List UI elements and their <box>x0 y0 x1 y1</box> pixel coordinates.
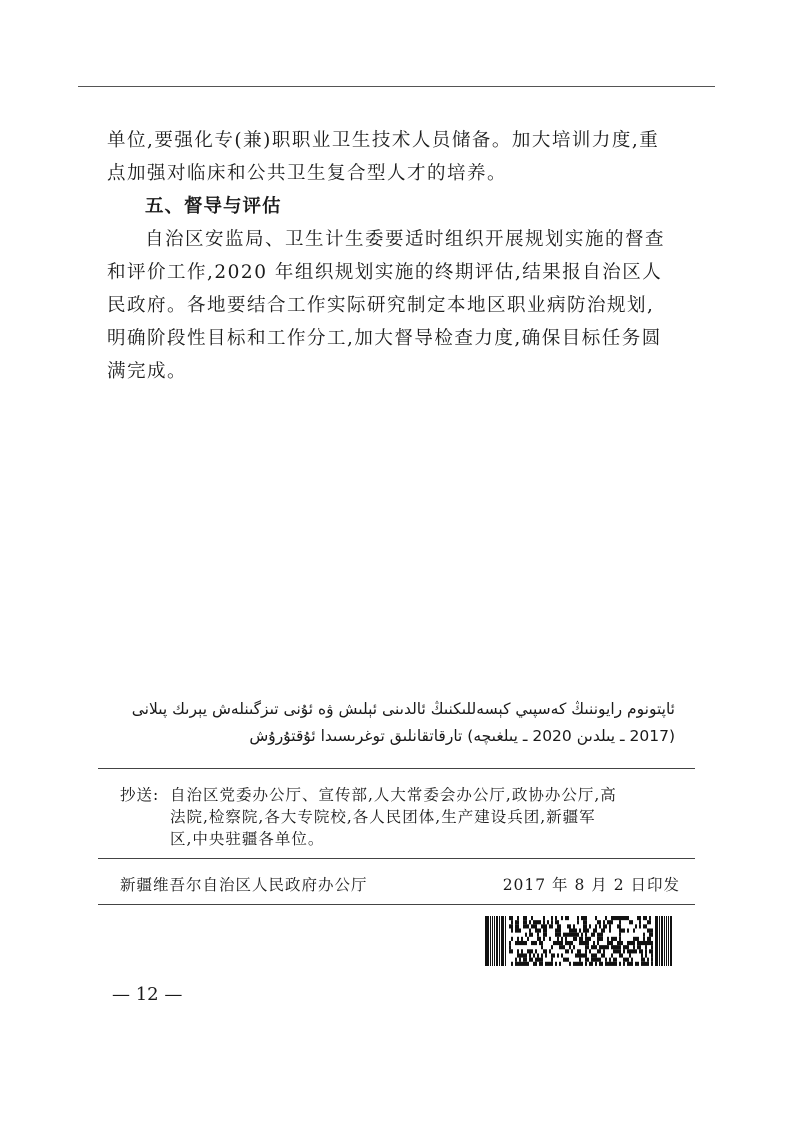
text-line: 单位,要强化专(兼)职职业卫生技术人员储备。加大培训力度,重 <box>107 130 660 151</box>
document-body <box>107 124 689 388</box>
text-line: 民政府。各地要结合工作实际研究制定本地区职业病防治规划, <box>107 295 655 316</box>
2d-barcode <box>485 916 672 966</box>
uyghur-title <box>120 696 675 750</box>
cc-label: 抄送: <box>120 786 160 804</box>
issuing-office: 新疆维吾尔自治区人民政府办公厅 <box>120 876 368 894</box>
text-line: 和评价工作,2020 年组织规划实施的终期评估,结果报自治区人 <box>107 262 663 283</box>
issue-date: 2017 年 8 月 2 日印发 <box>502 876 680 894</box>
cc-top-rule <box>98 768 695 769</box>
text-line: 明确阶段性目标和工作分工,加大督导检查力度,确保目标任务圆 <box>107 328 662 349</box>
issuer-bottom-rule <box>98 904 695 905</box>
issuer-top-rule <box>98 858 695 859</box>
text-line: 点加强对临床和公共卫生复合型人才的培养。 <box>107 163 508 184</box>
uyghur-line: (2017 ـ يىلدىن 2020 ـ يىلغىچە) تارقاتقانلىق توغرىسىدا ئۇقتۇرۇش <box>249 727 675 745</box>
paragraph-evaluation <box>107 223 689 388</box>
issuer-line <box>120 874 680 896</box>
cc-block <box>120 784 680 850</box>
text-line: 满完成。 <box>107 361 188 382</box>
section-heading: 五、督导与评估 <box>145 196 282 217</box>
cc-line: 区,中央驻疆各单位。 <box>170 830 325 848</box>
cc-line: 自治区党委办公厅、宣传部,人大常委会办公厅,政协办公厅,高 <box>170 786 617 804</box>
cc-line: 法院,检察院,各大专院校,各人民团体,生产建设兵团,新疆军 <box>170 808 596 826</box>
page-number: — 12 — <box>112 984 183 1005</box>
paragraph-training <box>107 124 689 190</box>
uyghur-line: ئاپتونوم رايوننىڭ كەسپىي كېسەللىكنىڭ ئالدىنى ئېلىش ۋە ئۇنى تىزگىنلەش يېرىك پىلانى <box>131 700 675 718</box>
text-line: 自治区安监局、卫生计生委要适时组织开展规划实施的督查 <box>145 229 666 250</box>
header-rule <box>78 86 715 87</box>
